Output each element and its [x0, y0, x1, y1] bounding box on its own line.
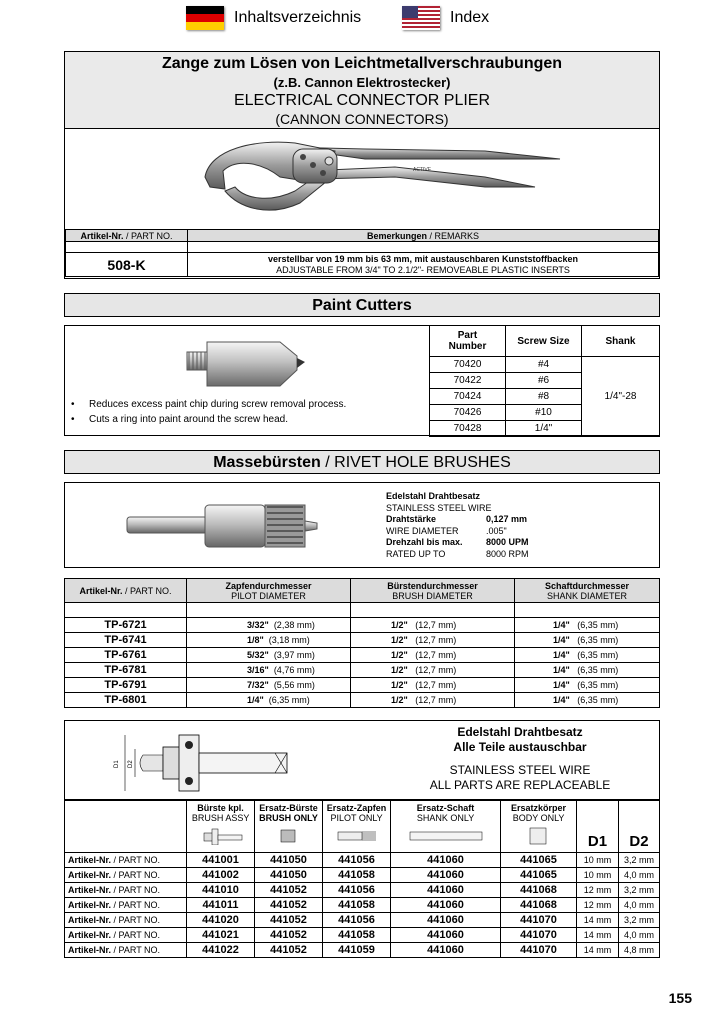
plier-part-no: 508-K [66, 253, 188, 277]
plier-remark: verstellbar von 19 mm bis 63 mm, mit austauschbaren Kunststoffbacken ADJUSTABLE FROM 3/4" TO 2.1/2"- REMOVEABLE PLASTIC INSERTS [188, 253, 659, 277]
plier-title-en: ELECTRICAL CONNECTOR PLIER [233, 92, 491, 109]
asm-col-d2: D2 [619, 801, 660, 853]
paint-cutter-illustration [185, 334, 385, 398]
asm-col-d1: D1 [577, 801, 619, 853]
asm-col-brush: Ersatz-Bürste BRUSH ONLY [255, 801, 323, 853]
nav-german-index-link[interactable] [186, 6, 361, 30]
nav-german-label: Inhaltsverzeichnis [234, 9, 362, 26]
plier-table [65, 229, 659, 277]
plier-col-part: Artikel-Nr. / PART NO. [66, 230, 188, 242]
paint-size: 1/4" [506, 421, 582, 437]
assembly-image-box [64, 720, 660, 800]
plier-engraving: ACTIVE [413, 167, 432, 173]
plier-col-remarks: Bemerkungen / REMARKS [188, 230, 659, 242]
paint-cutters-header: Paint Cutters [64, 293, 660, 317]
rivet-title-en: / RIVET HOLE BRUSHES [320, 454, 511, 471]
plier-image [65, 129, 659, 229]
rivet-brush-table [64, 578, 660, 708]
paint-shank: 1/4"-28 [582, 357, 660, 437]
paint-cutter-table [429, 325, 660, 437]
dim-d2: D2 [128, 760, 134, 768]
paint-cutters-section [64, 325, 660, 436]
assembly-headings: Edelstahl Drahtbesatz Alle Teile austauschbar STAINLESS STEEL WIRE ALL PARTS ARE REPLACEABLE [429, 725, 611, 792]
nav-english-label: Index [450, 9, 490, 26]
paint-col-size: Screw Size [506, 326, 582, 357]
rivet-col-shank: Schaftdurchmesser SHANK DIAMETER [515, 579, 660, 603]
table-row: Artikel-Nr. / PART NO. 441020 441052 441056 441060 441070 14 mm 3,2 mm [65, 913, 660, 928]
table-row: Artikel-Nr. / PART NO. 441002 441050 441058 441060 441065 10 mm 4,0 mm [65, 868, 660, 883]
paint-cutter-bullets [71, 399, 346, 425]
table-row: Artikel-Nr. / PART NO. 441010 441052 441056 441060 441068 12 mm 3,2 mm [65, 883, 660, 898]
table-row: TP-6741 1/8" (3,18 mm) 1/2" (12,7 mm) 1/4" (6,35 mm) [65, 633, 660, 648]
paint-size: #8 [506, 389, 582, 405]
dim-d1: D1 [114, 760, 120, 768]
table-row: TP-6721 3/32" (2,38 mm) 1/2" (12,7 mm) 1/4" (6,35 mm) [65, 618, 660, 633]
rivet-col-pilot: Zapfendurchmesser PILOT DIAMETER [187, 579, 351, 603]
asm-col-assy: Bürste kpl. BRUSH ASSY [187, 801, 255, 853]
assembly-table [64, 800, 660, 958]
rivet-specs: Edelstahl Drahtbesatz STAINLESS STEEL WIRE Drahtstärke 0,127 mm WIRE DIAMETER .005" Drehzahl bis max. 8000 UPM RATED UP TO 8000 RPM [386, 491, 529, 559]
asm-col-pilot: Ersatz-Zapfen PILOT ONLY [323, 801, 391, 853]
table-row: TP-6801 1/4" (6,35 mm) 1/2" (12,7 mm) 1/4" (6,35 mm) [65, 693, 660, 708]
assembly-drawing [105, 725, 305, 797]
rivet-col-brush: Bürstendurchmesser BRUSH DIAMETER [351, 579, 515, 603]
plier-title-box [65, 52, 659, 129]
table-row: Artikel-Nr. / PART NO. 441001 441050 441056 441060 441065 10 mm 3,2 mm [65, 853, 660, 868]
rivet-brushes-header [64, 450, 660, 474]
rivet-title-de: Massebürsten [213, 454, 321, 471]
asm-col-body: Ersatzkörper BODY ONLY [501, 801, 577, 853]
plier-illustration [65, 129, 659, 229]
plier-section [64, 51, 660, 279]
paint-part: 70426 [430, 405, 506, 421]
plier-subtitle-de: (z.B. Cannon Elektrostecker) [273, 75, 451, 90]
paint-col-part: Part Number [430, 326, 506, 357]
table-row: TP-6791 7/32" (5,56 mm) 1/2" (12,7 mm) 1/4" (6,35 mm) [65, 678, 660, 693]
table-row: Artikel-Nr. / PART NO. 441022 441052 441059 441060 441070 14 mm 4,8 mm [65, 943, 660, 958]
page-number: 155 [668, 990, 692, 1006]
paint-part: 70424 [430, 389, 506, 405]
plier-title-de: Zange zum Lösen von Leichtmetallverschraubungen [161, 55, 563, 72]
nav-english-index-link[interactable] [402, 6, 489, 30]
paint-part: 70422 [430, 373, 506, 389]
paint-part: 70420 [430, 357, 506, 373]
rivet-brush-illustration [125, 497, 325, 557]
us-flag-icon [402, 6, 440, 30]
table-row: Artikel-Nr. / PART NO. 441011 441052 441058 441060 441068 12 mm 4,0 mm [65, 898, 660, 913]
rivet-brush-image-box [64, 482, 660, 568]
german-flag-icon [186, 6, 224, 30]
plier-subtitle-en: (CANNON CONNECTORS) [275, 111, 449, 127]
paint-size: #6 [506, 373, 582, 389]
table-row: Artikel-Nr. / PART NO. 441021 441052 441058 441060 441070 14 mm 4,0 mm [65, 928, 660, 943]
paint-size: #4 [506, 357, 582, 373]
paint-cutter-bullet: • Reduces excess paint chip during screw removal process. [71, 399, 347, 410]
table-row: TP-6761 5/32" (3,97 mm) 1/2" (12,7 mm) 1/4" (6,35 mm) [65, 648, 660, 663]
paint-size: #10 [506, 405, 582, 421]
paint-col-shank: Shank [582, 326, 660, 357]
paint-cutter-bullet: • Cuts a ring into paint around the screw head. [71, 414, 289, 425]
rivet-col-part: Artikel-Nr. / PART NO. [65, 579, 187, 603]
asm-col-shank: Ersatz-Schaft SHANK ONLY [391, 801, 501, 853]
paint-part: 70428 [430, 421, 506, 437]
table-row: TP-6781 3/16" (4,76 mm) 1/2" (12,7 mm) 1/4" (6,35 mm) [65, 663, 660, 678]
